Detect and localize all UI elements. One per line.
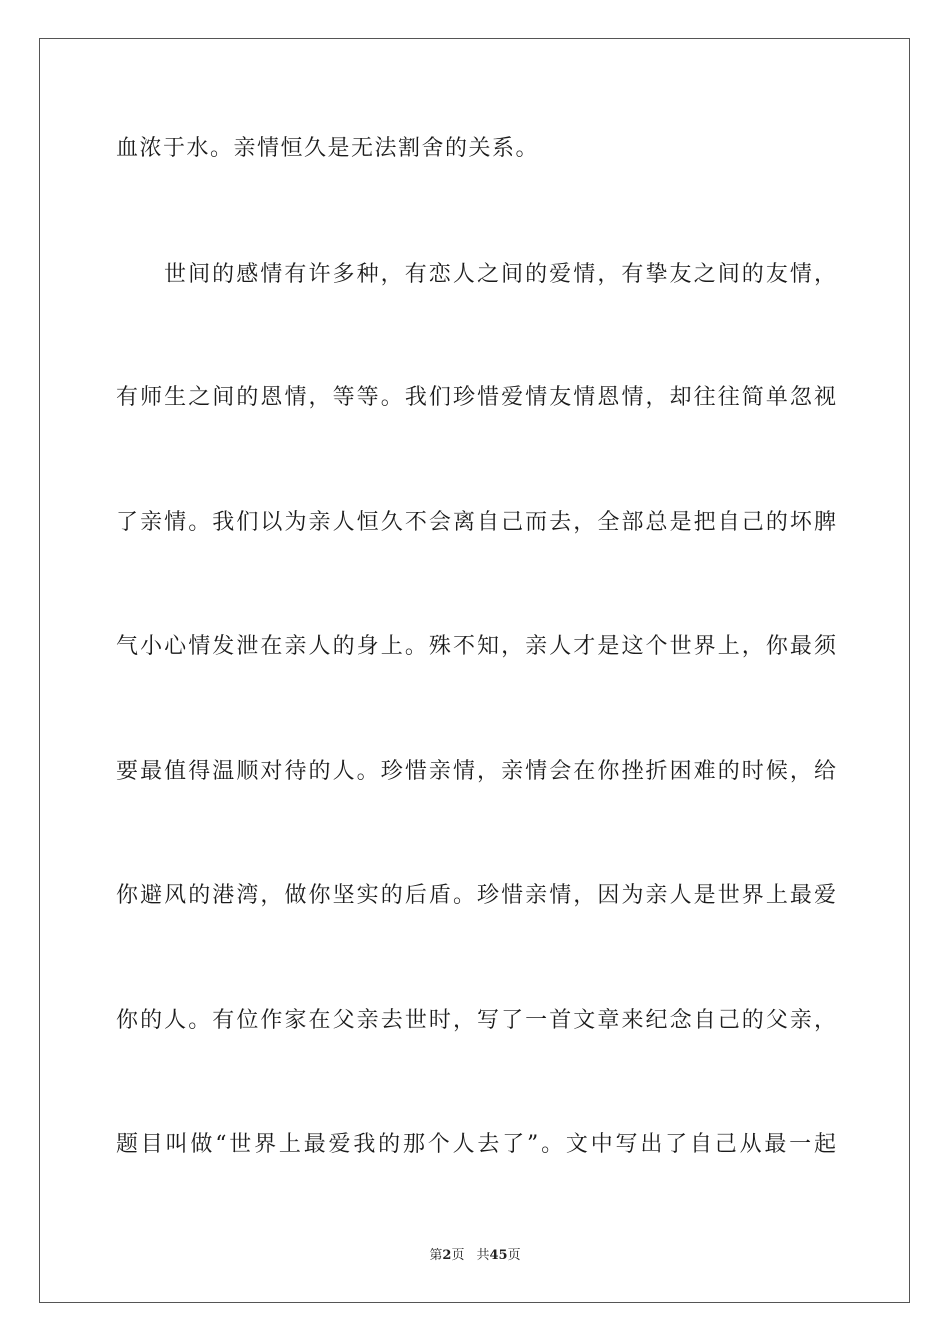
body-text-line-1: 血浓于水。亲情恒久是无法割舍的关系。 [116,136,540,161]
footer-page-prefix: 第 [429,1248,443,1263]
body-text-line-2: 世间的感情有许多种，有恋人之间的爱情，有挚友之间的友情， [164,262,836,287]
body-text-line-9: 题目叫做“世界上最爱我的那个人去了”。文中写出了自己从最一起 [116,1132,836,1157]
body-text-line-4: 了亲情。我们以为亲人恒久不会离自己而去，全部总是把自己的坏脾 [116,510,836,535]
footer-page-suffix: 页 [451,1248,465,1263]
page-footer [0,1247,950,1265]
body-text-line-6: 要最值得温顺对待的人。珍惜亲情，亲情会在你挫折困难的时候，给 [116,759,836,784]
body-text-line-7: 你避风的港湾，做你坚实的后盾。珍惜亲情，因为亲人是世界上最爱 [116,883,836,908]
footer-total-suffix: 页 [507,1248,521,1263]
footer-total-prefix: 共 [476,1248,490,1263]
footer-total-pages: 45 [489,1248,508,1263]
body-text-line-5: 气小心情发泄在亲人的身上。殊不知，亲人才是这个世界上，你最须 [116,634,836,659]
page-border [39,38,910,1303]
body-text-line-3: 有师生之间的恩情，等等。我们珍惜爱情友情恩情，却往往简单忽视 [116,385,836,410]
body-text-line-8: 你的人。有位作家在父亲去世时，写了一首文章来纪念自己的父亲， [116,1008,836,1033]
footer-page-number: 2 [442,1248,452,1263]
